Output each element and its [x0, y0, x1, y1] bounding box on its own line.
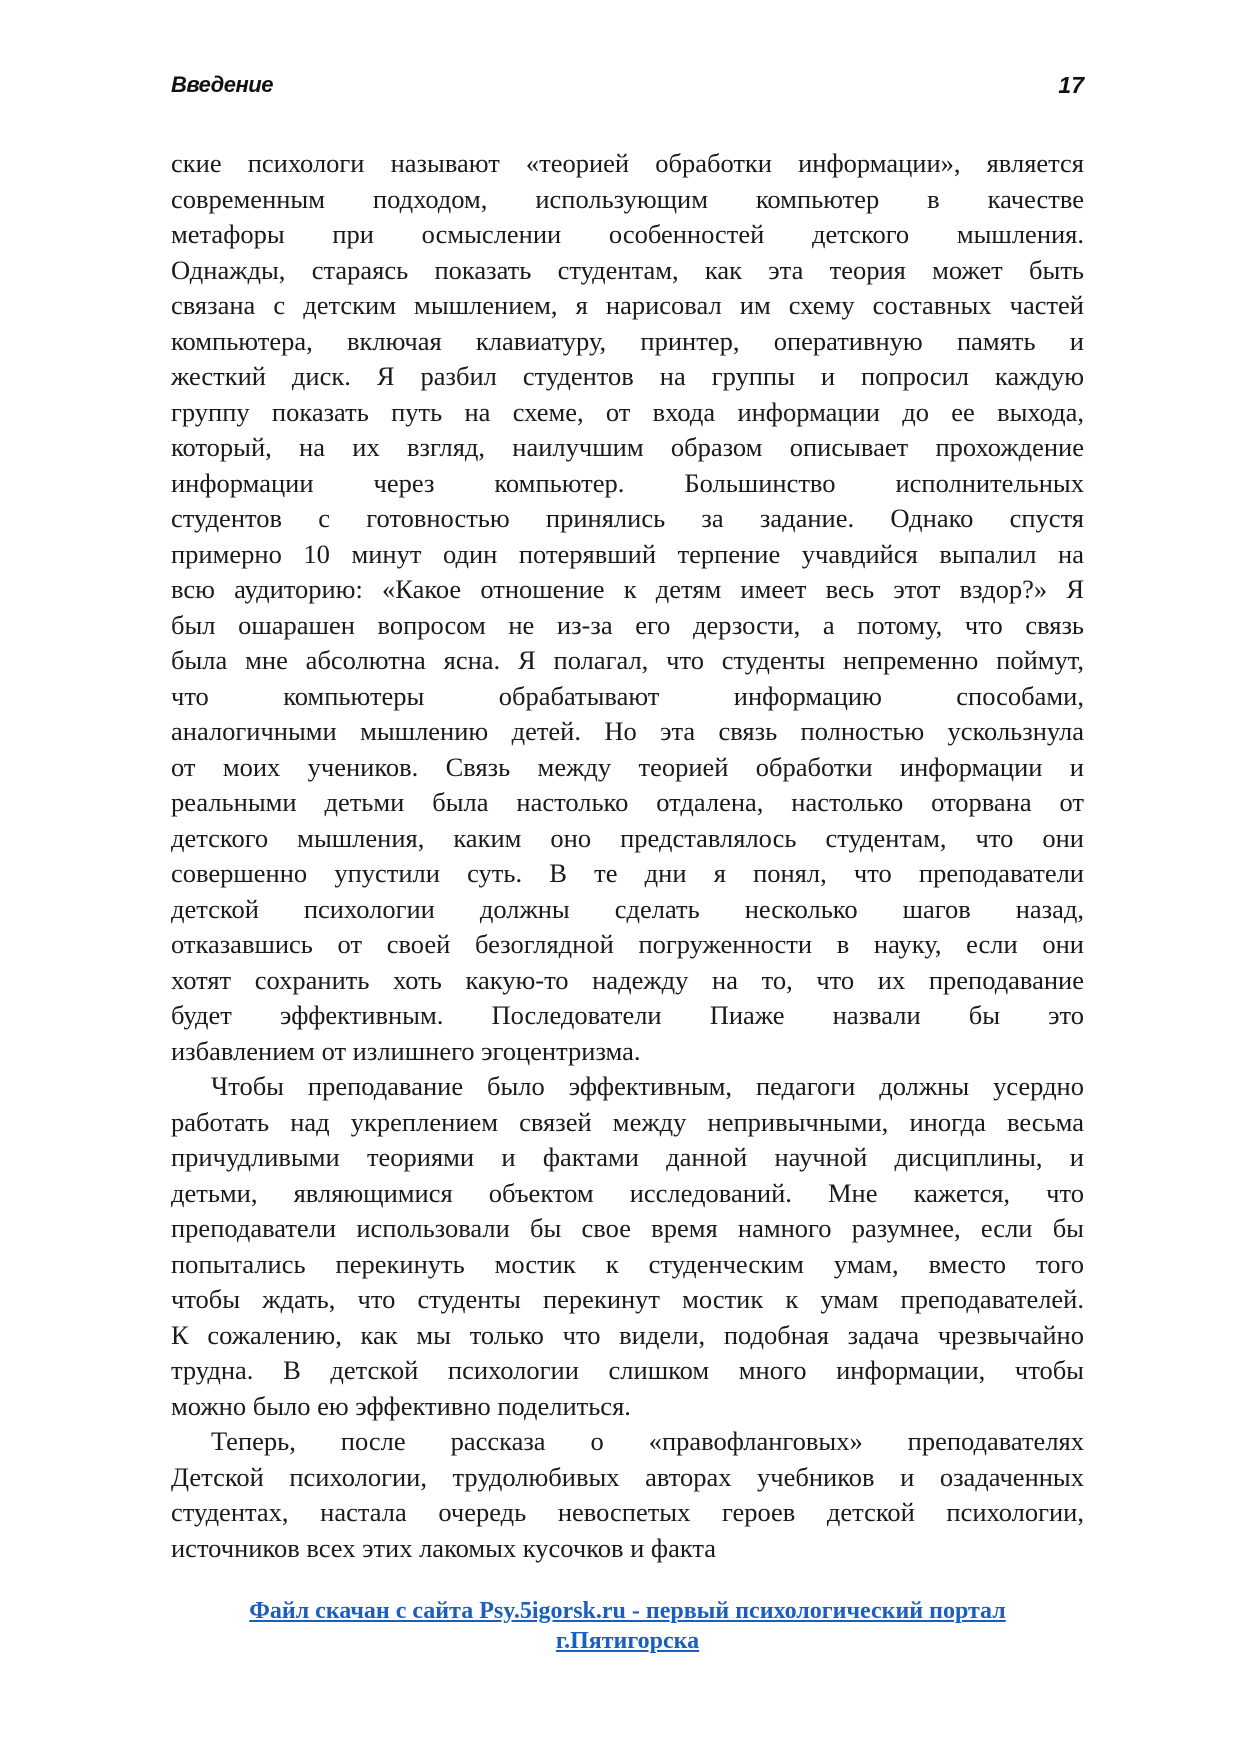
text-line: студентах, настала очередь невоспетых героев детской психологии,	[171, 1497, 1084, 1527]
text-line: чтобы ждать, что студенты перекинут мостик к умам преподавателей.	[171, 1284, 1084, 1314]
text-line: связана с детским мышлением, я нарисовал им схему составных частей	[171, 290, 1084, 320]
text-line: аналогичными мышлению детей. Но эта связь полностью ускользнула	[171, 716, 1084, 746]
text-line: компьютера, включая клавиатуру, принтер, оперативную память и	[171, 325, 1084, 356]
text-line: жесткий диск. Я разбил студентов на группы и попросил каждую	[171, 361, 1084, 391]
text-line: работать над укреплением связей между непривычными, иногда весьма	[171, 1106, 1084, 1137]
page-number: 17	[1058, 72, 1084, 98]
running-header	[171, 72, 1084, 106]
text-line: можно было ею эффективно поделиться.	[171, 1390, 631, 1421]
text-line: попытались перекинуть мостик к студенческим умам, вместо того	[171, 1248, 1084, 1279]
text-line: избавлением от излишнего эгоцентризма.	[171, 1035, 641, 1066]
text-line: детского мышления, каким оно представлялось студентам, что они	[171, 822, 1084, 853]
text-line: ские психологи называют «теорией обработки информации», является	[171, 148, 1084, 178]
text-line: реальными детьми была настолько отдалена, настолько оторвана от	[171, 787, 1084, 817]
section-title: Введение	[171, 72, 273, 97]
text-line: который, на их взгляд, наилучшим образом описывает прохождение	[171, 432, 1084, 462]
text-line: Чтобы преподавание было эффективным, педагоги должны усердно	[211, 1071, 1084, 1101]
text-line: был ошарашен вопросом не из-за его дерзости, а потому, что связь	[171, 609, 1084, 640]
text-line: Теперь, после рассказа о «правофланговых» преподавателях	[211, 1426, 1084, 1456]
footer-note	[171, 1596, 1084, 1656]
text-line: отказавшись от своей безоглядной погруженности в науку, если они	[171, 929, 1084, 959]
text-line: была мне абсолютна ясна. Я полагал, что студенты непременно поймут,	[171, 645, 1084, 675]
text-line: преподаватели использовали бы свое время намного разумнее, если бы	[171, 1213, 1084, 1243]
text-line: от моих учеников. Связь между теорией обработки информации и	[171, 751, 1084, 782]
text-line: Детской психологии, трудолюбивых авторах учебников и озадаченных	[171, 1461, 1084, 1492]
body-text	[171, 146, 1084, 1566]
text-line: детской психологии должны сделать несколько шагов назад,	[171, 893, 1084, 924]
text-line: К сожалению, как мы только что видели, подобная задача чрезвычайно	[171, 1319, 1084, 1350]
text-line: трудна. В детской психологии слишком много информации, чтобы	[171, 1355, 1084, 1385]
text-line: студентов с готовностью принялись за задание. Однако спустя	[171, 503, 1084, 533]
text-line: совершенно упустили суть. В те дни я понял, что преподаватели	[171, 858, 1084, 888]
text-line: группу показать путь на схеме, от входа информации до ее выхода,	[171, 396, 1084, 427]
text-line: детьми, являющимися объектом исследований. Мне кажется, что	[171, 1177, 1084, 1208]
text-line: всю аудиторию: «Какое отношение к детям имеет весь этот вздор?» Я	[171, 574, 1084, 604]
text-line: источников всех этих лакомых кусочков и факта	[171, 1532, 717, 1563]
text-line: будет эффективным. Последователи Пиаже назвали бы это	[171, 1000, 1084, 1030]
text-line: хотят сохранить хоть какую-то надежду на то, что их преподавание	[171, 964, 1084, 995]
text-line: информации через компьютер. Большинство исполнительных	[171, 467, 1084, 498]
source-link-city[interactable]: г.Пятигорска	[555, 1628, 700, 1654]
text-line: Однажды, стараясь показать студентам, как эта теория может быть	[171, 254, 1084, 285]
text-line: причудливыми теориями и фактами данной научной дисциплины, и	[171, 1142, 1084, 1172]
text-line: что компьютеры обрабатывают информацию способами,	[171, 680, 1084, 711]
text-line: метафоры при осмыслении особенностей детского мышления.	[171, 219, 1084, 249]
text-line: современным подходом, использующим компьютер в качестве	[171, 183, 1084, 214]
source-link[interactable]: Файл скачан с сайта Psy.5igorsk.ru - первый психологический портал	[249, 1598, 1006, 1624]
text-line: примерно 10 минут один потерявший терпение учавдийся выпалил на	[171, 538, 1084, 569]
